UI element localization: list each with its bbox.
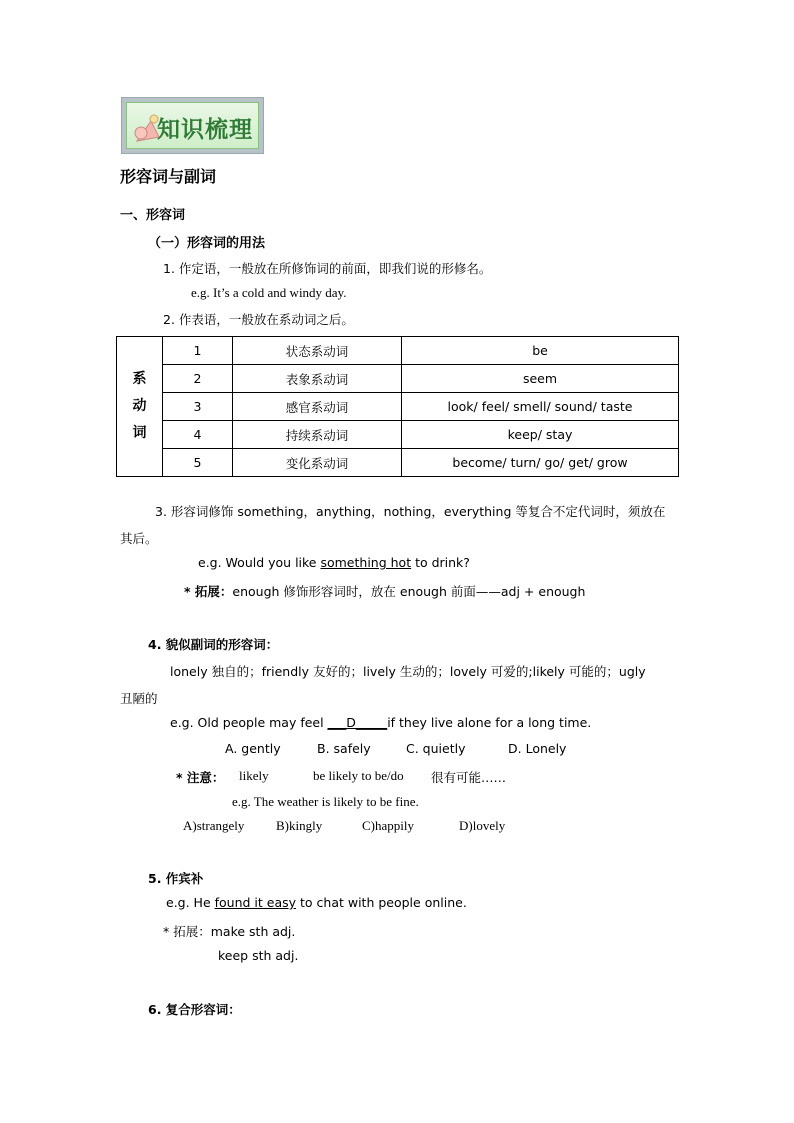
item-3-text-cont: 其后。	[120, 531, 158, 546]
section-banner	[121, 97, 264, 154]
subsection-heading-usage: （一）形容词的用法	[148, 236, 266, 251]
note-example: e.g. The weather is likely to be fine.	[232, 794, 419, 809]
section-heading-adjectives: 一、形容词	[120, 208, 186, 223]
item-5-title: 5. 作宾补	[148, 871, 204, 886]
item-3-extension	[184, 582, 585, 600]
item-4-option-b: B. safely	[317, 741, 371, 756]
note-label	[176, 768, 224, 786]
item-4-word-list: lonely 独自的；friendly 友好的；lively 生动的；lovely 可爱的;likely 可能的；ugly	[170, 664, 646, 679]
note-word: likely	[239, 768, 269, 783]
verb-type: 持续系动词	[233, 421, 402, 449]
row-number: 2	[163, 365, 233, 393]
verb-examples: keep/ stay	[402, 421, 679, 449]
note-option-c: C)happily	[362, 818, 414, 833]
item-4-option-c: C. quietly	[406, 741, 466, 756]
example-underlined: something hot	[320, 555, 412, 570]
verb-type: 状态系动词	[233, 337, 402, 365]
row-number: 3	[163, 393, 233, 421]
item-6-title: 6. 复合形容词：	[148, 1002, 241, 1017]
example-suffix: to chat with people online.	[296, 895, 467, 910]
note-phrase: be likely to be/do	[313, 768, 404, 783]
verb-examples: look/ feel/ smell/ sound/ taste	[402, 393, 679, 421]
verb-type: 感官系动词	[233, 393, 402, 421]
item-4-word-list-cont: 丑陋的	[120, 691, 158, 706]
example-prefix: e.g. Old people may feel	[170, 715, 328, 730]
verb-examples: become/ turn/ go/ get/ grow	[402, 449, 679, 477]
verb-type: 表象系动词	[233, 365, 402, 393]
verb-examples: be	[402, 337, 679, 365]
table-row	[117, 421, 679, 449]
answer-blank: ___D_____	[327, 715, 388, 730]
note-option-d: D)lovely	[459, 818, 506, 833]
linking-verb-table	[116, 336, 679, 477]
item-5-extension	[163, 922, 295, 940]
row-number: 1	[163, 337, 233, 365]
example-suffix: if they live alone for a long time.	[387, 715, 592, 730]
row-number: 5	[163, 449, 233, 477]
table-row	[117, 393, 679, 421]
note-meaning: 很有可能……	[431, 770, 507, 785]
extension-label: * 拓展：	[163, 924, 211, 939]
example-underlined: found it easy	[214, 895, 297, 910]
note-option-a: A)strangely	[183, 818, 245, 833]
item-4-title: 4. 貌似副词的形容词：	[148, 637, 279, 652]
verb-type: 变化系动词	[233, 449, 402, 477]
item-1-example: e.g. It’s a cold and windy day.	[191, 285, 347, 300]
table-row	[117, 365, 679, 393]
side-label-char: 词	[132, 425, 147, 441]
page-title: 形容词与副词	[120, 167, 217, 186]
item-3-example	[198, 555, 470, 570]
item-3-text: 3. 形容词修饰 something，anything，nothing，everything 等复合不定代词时，须放在	[155, 504, 666, 519]
example-prefix: e.g. Would you like	[198, 555, 321, 570]
example-suffix: to drink?	[411, 555, 470, 570]
side-label-char: 动	[132, 398, 147, 414]
table-row	[117, 337, 679, 365]
item-4-option-a: A. gently	[225, 741, 281, 756]
table-row	[117, 449, 679, 477]
item-2-predicative: 2. 作表语，一般放在系动词之后。	[163, 312, 354, 327]
item-1-attributive: 1. 作定语，一般放在所修饰词的前面，即我们说的形修名。	[163, 261, 492, 276]
note-label-text: * 注意：	[176, 770, 225, 785]
extension-label: * 拓展：	[184, 584, 233, 599]
side-label-char: 系	[132, 371, 147, 387]
example-prefix: e.g. He	[166, 895, 215, 910]
banner-panel	[126, 102, 259, 149]
item-5-example	[166, 895, 467, 910]
banner-title: 知识梳理	[157, 117, 253, 143]
item-5-extension-2: keep sth adj.	[218, 948, 299, 963]
item-4-option-d: D. Lonely	[508, 741, 567, 756]
item-4-example	[170, 715, 591, 730]
extension-text-1: make sth adj.	[210, 924, 296, 939]
side-label-cell	[117, 337, 163, 477]
verb-examples: seem	[402, 365, 679, 393]
row-number: 4	[163, 421, 233, 449]
note-option-b: B)kingly	[276, 818, 323, 833]
extension-text: enough 修饰形容词时，放在 enough 前面——adj + enough	[232, 584, 586, 599]
